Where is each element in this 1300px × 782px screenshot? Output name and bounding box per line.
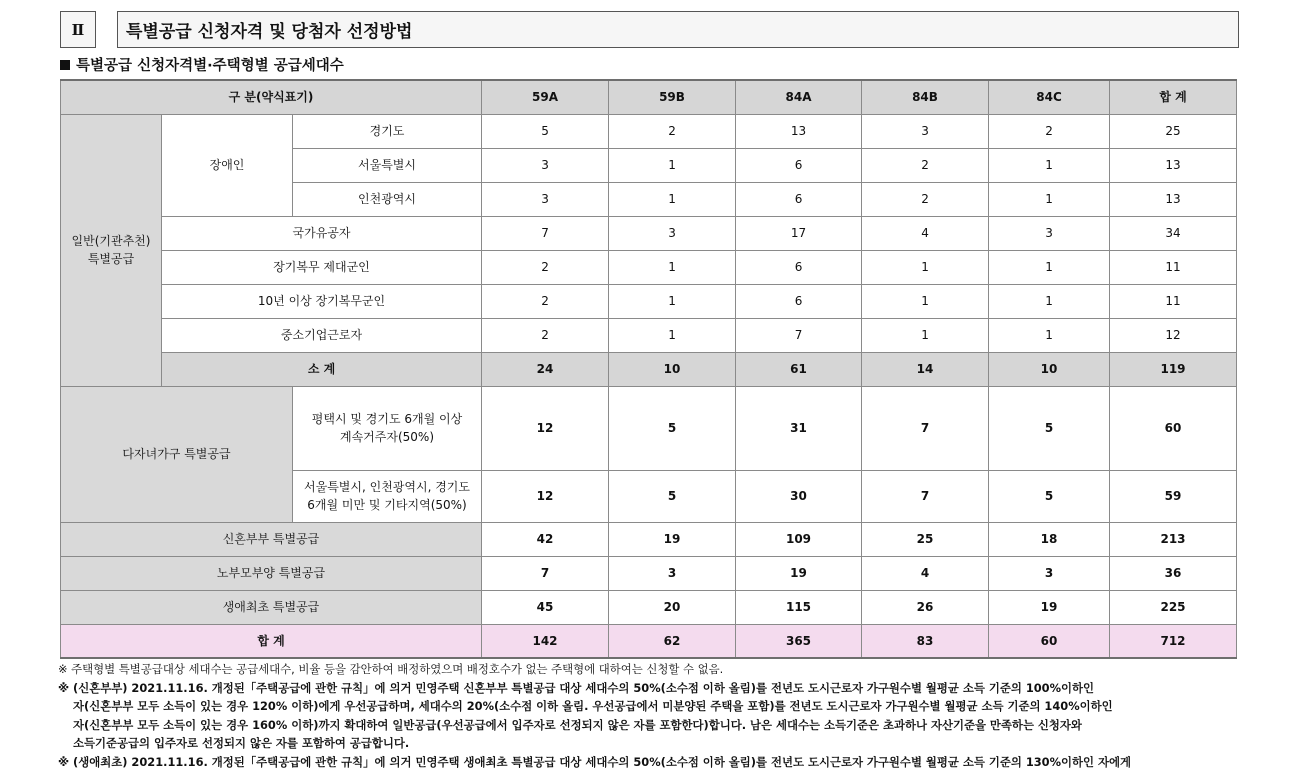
section-title: 특별공급 신청자격 및 당첨자 선정방법 <box>117 11 1239 48</box>
cell-value: 7 <box>482 556 609 590</box>
general-group-label: 일반(기관추천) 특별공급 <box>61 114 162 386</box>
cell-total: 25 <box>1110 114 1237 148</box>
footnote: ※ 주택형별 특별공급대상 세대수는 공급세대수, 비율 등을 감안하여 배정하였으며 배정호수가 없는 주택형에 대하여는 신청할 수 없음. <box>58 662 724 676</box>
footnote: 자(신혼부부 모두 소득이 있는 경우 120% 이하)에게 우선공급하며, 세대수의 20%(소수점 이하 올림. 우선공급에서 미분양된 주택을 포함)를 전년도 도시근로자 가구원수별 월평균 소득 기준의 140%이하인 <box>73 699 1113 714</box>
black-square-icon <box>60 60 70 70</box>
table-row <box>61 250 1237 284</box>
row-label: 국가유공자 <box>162 216 482 250</box>
table-row <box>61 114 1237 148</box>
cell-value: 10 <box>989 352 1110 386</box>
footnotes <box>58 660 1248 772</box>
subtotal-row <box>61 352 1237 386</box>
cell-value: 25 <box>862 522 989 556</box>
cell-value: 18 <box>989 522 1110 556</box>
cell-value: 7 <box>482 216 609 250</box>
cell-value: 1 <box>609 284 736 318</box>
cell-value: 1 <box>609 318 736 352</box>
cell-value: 7 <box>862 470 989 522</box>
cell-value: 61 <box>736 352 862 386</box>
table-row <box>61 522 1237 556</box>
cell-value: 24 <box>482 352 609 386</box>
row-label: 서울특별시 <box>293 148 482 182</box>
row-label: 신혼부부 특별공급 <box>61 522 482 556</box>
cell-value: 7 <box>736 318 862 352</box>
header-type: 84B <box>862 80 989 114</box>
cell-value: 142 <box>482 624 609 658</box>
row-label: 노부모부양 특별공급 <box>61 556 482 590</box>
grand-total-label: 합 계 <box>61 624 482 658</box>
cell-value: 2 <box>609 114 736 148</box>
cell-value: 26 <box>862 590 989 624</box>
table-row <box>61 284 1237 318</box>
cell-value: 7 <box>862 386 989 470</box>
cell-value: 30 <box>736 470 862 522</box>
table-subtitle <box>60 54 344 75</box>
cell-value: 2 <box>862 148 989 182</box>
supply-table <box>60 79 1237 659</box>
table-row <box>61 386 1237 470</box>
header-type: 84A <box>736 80 862 114</box>
subtitle-text: 특별공급 신청자격별·주택형별 공급세대수 <box>76 58 344 74</box>
cell-value: 31 <box>736 386 862 470</box>
cell-total: 12 <box>1110 318 1237 352</box>
cell-value: 6 <box>736 284 862 318</box>
cell-value: 5 <box>609 470 736 522</box>
footnote: ※ (신혼부부) 2021.11.16. 개정된「주택공급에 관한 규칙」에 의거 민영주택 신혼부부 특별공급 대상 세대수의 50%(소수점 이하 올림)를 전년도 도시근로자 가구원수별 월평균 소득 기준의 100%이하인 <box>58 680 1095 695</box>
row-label: 10년 이상 장기복무군인 <box>162 284 482 318</box>
cell-value: 17 <box>736 216 862 250</box>
cell-value: 1 <box>989 182 1110 216</box>
cell-value: 1 <box>609 148 736 182</box>
header-total: 합 계 <box>1110 80 1237 114</box>
cell-value: 1 <box>862 318 989 352</box>
table-row <box>61 216 1237 250</box>
cell-value: 14 <box>862 352 989 386</box>
cell-value: 1 <box>609 182 736 216</box>
cell-value: 3 <box>862 114 989 148</box>
cell-value: 1 <box>989 250 1110 284</box>
cell-value: 1 <box>989 148 1110 182</box>
row-label: 경기도 <box>293 114 482 148</box>
cell-total: 36 <box>1110 556 1237 590</box>
cell-value: 12 <box>482 470 609 522</box>
table-row <box>61 556 1237 590</box>
row-label: 장기복무 제대군인 <box>162 250 482 284</box>
cell-value: 6 <box>736 250 862 284</box>
cell-value: 1 <box>862 250 989 284</box>
cell-total: 11 <box>1110 250 1237 284</box>
cell-value: 1 <box>989 318 1110 352</box>
cell-value: 12 <box>482 386 609 470</box>
cell-value: 1 <box>609 250 736 284</box>
cell-value: 2 <box>482 250 609 284</box>
cell-total: 59 <box>1110 470 1237 522</box>
cell-total: 712 <box>1110 624 1237 658</box>
cell-value: 6 <box>736 148 862 182</box>
cell-value: 5 <box>989 386 1110 470</box>
table-row <box>61 590 1237 624</box>
cell-total: 13 <box>1110 148 1237 182</box>
cell-value: 365 <box>736 624 862 658</box>
cell-total: 60 <box>1110 386 1237 470</box>
header-type: 84C <box>989 80 1110 114</box>
cell-value: 3 <box>609 216 736 250</box>
cell-value: 2 <box>482 318 609 352</box>
row-label: 평택시 및 경기도 6개월 이상 계속거주자(50%) <box>293 386 482 470</box>
cell-total: 225 <box>1110 590 1237 624</box>
cell-value: 2 <box>862 182 989 216</box>
cell-value: 5 <box>482 114 609 148</box>
cell-value: 2 <box>989 114 1110 148</box>
multichild-group-label: 다자녀가구 특별공급 <box>61 386 293 522</box>
cell-value: 109 <box>736 522 862 556</box>
cell-value: 42 <box>482 522 609 556</box>
cell-value: 4 <box>862 556 989 590</box>
section-header <box>60 11 1239 48</box>
cell-value: 60 <box>989 624 1110 658</box>
section-number: Ⅱ <box>60 11 96 48</box>
cell-value: 19 <box>609 522 736 556</box>
table-row <box>61 318 1237 352</box>
cell-value: 19 <box>989 590 1110 624</box>
table-header-row <box>61 80 1237 114</box>
disabled-group-label: 장애인 <box>162 114 293 216</box>
cell-value: 3 <box>989 556 1110 590</box>
cell-value: 1 <box>989 284 1110 318</box>
cell-value: 10 <box>609 352 736 386</box>
cell-total: 13 <box>1110 182 1237 216</box>
cell-value: 3 <box>482 182 609 216</box>
cell-value: 6 <box>736 182 862 216</box>
row-label: 생애최초 특별공급 <box>61 590 482 624</box>
cell-total: 11 <box>1110 284 1237 318</box>
cell-value: 3 <box>989 216 1110 250</box>
cell-total: 213 <box>1110 522 1237 556</box>
subtotal-label: 소 계 <box>162 352 482 386</box>
row-label: 인천광역시 <box>293 182 482 216</box>
cell-value: 115 <box>736 590 862 624</box>
cell-value: 4 <box>862 216 989 250</box>
row-label: 중소기업근로자 <box>162 318 482 352</box>
cell-value: 62 <box>609 624 736 658</box>
footnote: 소득기준공급의 입주자로 선정되지 않은 자를 포함하여 공급합니다. <box>73 736 410 751</box>
cell-value: 3 <box>609 556 736 590</box>
cell-value: 13 <box>736 114 862 148</box>
cell-value: 45 <box>482 590 609 624</box>
cell-value: 3 <box>482 148 609 182</box>
cell-value: 5 <box>989 470 1110 522</box>
cell-value: 19 <box>736 556 862 590</box>
row-label: 서울특별시, 인천광역시, 경기도 6개월 미만 및 기타지역(50%) <box>293 470 482 522</box>
footnote: 자(신혼부부 모두 소득이 있는 경우 160% 이하)까지 확대하여 일반공급(우선공급에서 입주자로 선정되지 않은 자를 포함한다)합니다. 남은 세대수는 소득기준은 초과하나 자산기준을 만족하는 신청자와 <box>73 717 1082 732</box>
cell-total: 34 <box>1110 216 1237 250</box>
header-category: 구 분(약식표기) <box>61 80 482 114</box>
cell-value: 1 <box>862 284 989 318</box>
cell-total: 119 <box>1110 352 1237 386</box>
grand-total-row <box>61 624 1237 658</box>
header-type: 59A <box>482 80 609 114</box>
cell-value: 5 <box>609 386 736 470</box>
cell-value: 20 <box>609 590 736 624</box>
cell-value: 2 <box>482 284 609 318</box>
cell-value: 83 <box>862 624 989 658</box>
footnote: ※ (생애최초) 2021.11.16. 개정된「주택공급에 관한 규칙」에 의거 민영주택 생애최초 특별공급 대상 세대수의 50%(소수점 이하 올림)를 전년도 도시근로자 가구원수별 월평균 소득 기준의 130%이하인 자에게 <box>58 754 1132 769</box>
header-type: 59B <box>609 80 736 114</box>
